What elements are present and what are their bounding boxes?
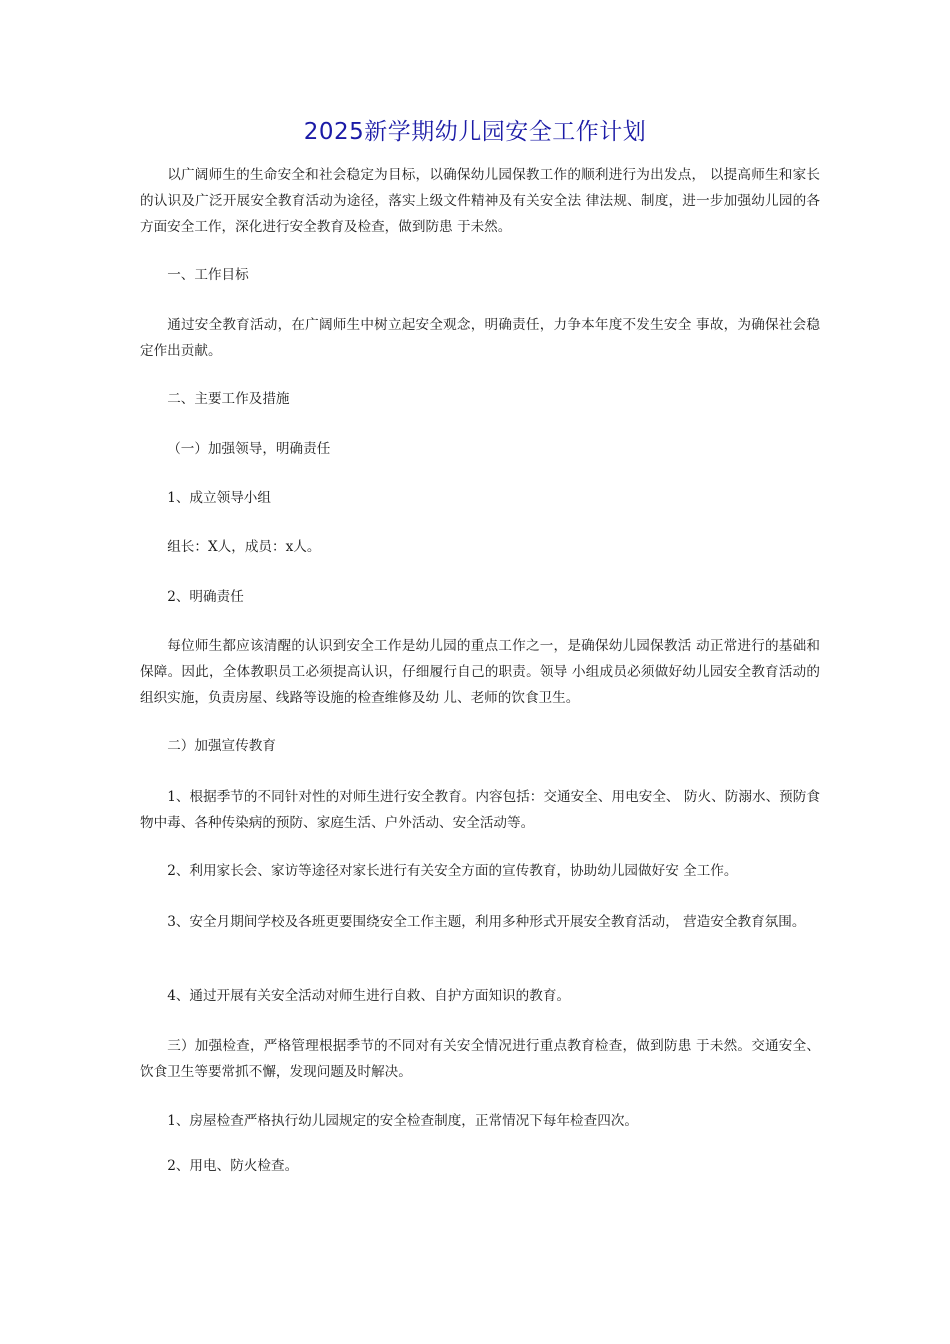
subsection-heading-publicity: 二）加强宣传教育 — [167, 738, 276, 754]
section-heading-measures: 二、主要工作及措施 — [167, 391, 290, 407]
publicity-item-2: 2、利用家长会、家访等途径对家长进行有关安全方面的宣传教育，协助幼儿园做好安 全工作。 — [167, 863, 738, 879]
goals-paragraph: 通过安全教育活动，在广阔师生中树立起安全观念，明确责任，力争本年度不发生安全 事故，为确保社会稳定作出贡献。 — [140, 317, 820, 359]
intro-paragraph: 以广阔师生的生命安全和社会稳定为目标，以确保幼儿园保教工作的顺利进行为出发点， 以提高师生和家长的认识及广泛开展安全教育活动为途径，落实上级文件精神及有关安全法 律法规、制度，进一步加强幼儿园的各方面安全工作，深化进行安全教育及检查，做到防患 于未然。 — [140, 167, 820, 235]
subsection-heading-inspection: 三）加强检查，严格管理根据季节的不同对有关安全情况进行重点教育检查，做到防患 于未然。交通安全、饮食卫生等要常抓不懈，发现问题及时解决。 — [140, 1038, 820, 1080]
leading-group-members: 组长：X人，成员：x人。 — [167, 539, 321, 555]
subsection-heading-leadership: （一）加强领导，明确责任 — [167, 441, 331, 457]
responsibility-paragraph: 每位师生都应该清醒的认识到安全工作是幼儿园的重点工作之一，是确保幼儿园保教活 动正常进行的基础和保障。因此，全体教职员工必须提高认识，仔细履行自己的职责。领导 小组成员必须做好幼儿园安全教育活动的组织实施，负责房屋、线路等设施的检查维修及幼 儿、老师的饮食卫生。 — [140, 638, 820, 706]
publicity-item-3: 3、安全月期间学校及各班更要围绕安全工作主题，利用多种形式开展安全教育活动， 营造安全教育氛围。 — [167, 914, 806, 930]
item-heading-leading-group: 1、成立领导小组 — [167, 490, 271, 506]
inspection-item-2: 2、用电、防火检查。 — [167, 1158, 299, 1174]
publicity-item-1: 1、根据季节的不同针对性的对师生进行安全教育。内容包括：交通安全、用电安全、 防火、防溺水、预防食物中毒、各种传染病的预防、家庭生活、户外活动、安全活动等。 — [140, 789, 820, 831]
document-title: 2025新学期幼儿园安全工作计划 — [303, 119, 647, 145]
item-heading-responsibility: 2、明确责任 — [167, 589, 244, 605]
section-heading-goals: 一、工作目标 — [167, 267, 249, 283]
publicity-item-4: 4、通过开展有关安全活动对师生进行自救、自护方面知识的教育。 — [167, 988, 571, 1004]
inspection-item-1: 1、房屋检查严格执行幼儿园规定的安全检查制度，正常情况下每年检查四次。 — [167, 1113, 639, 1129]
